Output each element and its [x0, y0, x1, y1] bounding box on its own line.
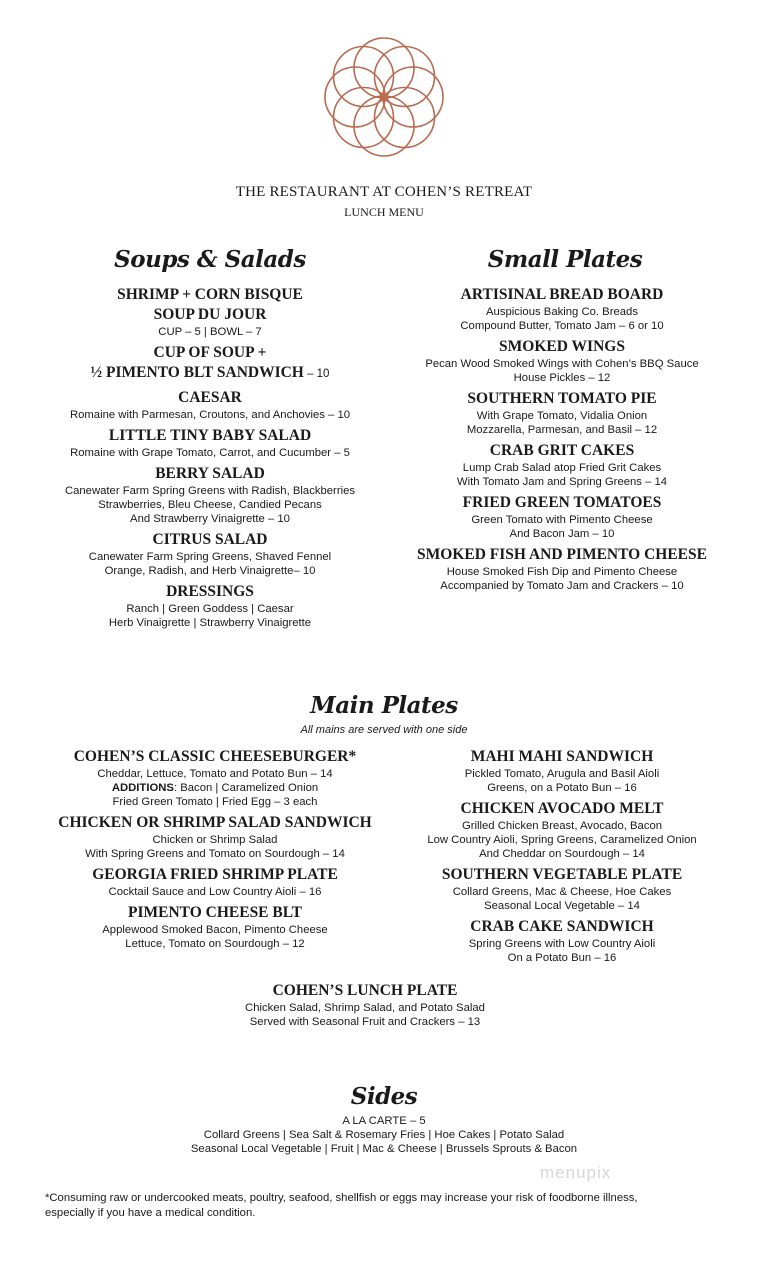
item-description: Herb Vinaigrette | Strawberry Vinaigrette — [108, 617, 312, 629]
item-price: – 10 — [303, 368, 330, 380]
sides-list: Seasonal Local Vegetable | Fruit | Mac & Cheese | Brussels Sprouts & Bacon — [190, 1143, 578, 1155]
item-name — [165, 981, 565, 1001]
item-name — [20, 363, 400, 384]
menu-item — [20, 464, 400, 526]
item-name — [20, 865, 410, 885]
item-description: Low Country Aioli, Spring Greens, Caramelized Onion — [427, 834, 697, 846]
menu-item — [20, 285, 400, 339]
item-description: Compound Butter, Tomato Jam – 6 or 10 — [460, 320, 664, 332]
item-name — [390, 917, 734, 937]
item-name-text: SMOKED WINGS — [499, 338, 625, 355]
menu-item — [380, 493, 744, 541]
item-description: And Bacon Jam – 10 — [509, 528, 615, 540]
item-name — [20, 464, 400, 484]
item-description: Accompanied by Tomato Jam and Crackers – 10 — [440, 580, 684, 592]
menu-item — [20, 747, 410, 809]
menu-item — [390, 747, 734, 795]
menu-item — [390, 865, 734, 913]
menu-item — [380, 441, 744, 489]
item-description: Auspicious Baking Co. Breads — [486, 306, 638, 318]
menu-item — [20, 582, 400, 630]
item-description: CUP – 5 | BOWL – 7 — [158, 326, 262, 338]
soups-salads-heading: Soups & Salads — [114, 246, 306, 273]
sides-list: Collard Greens | Sea Salt & Rosemary Fries | Hoe Cakes | Potato Salad — [203, 1129, 565, 1141]
item-description: And Cheddar on Sourdough – 14 — [479, 848, 645, 860]
main-plates-note: All mains are served with one side — [300, 724, 468, 736]
item-name-text: SOUP DU JOUR — [153, 306, 267, 323]
item-description: Cocktail Sauce and Low Country Aioli – 16 — [108, 886, 322, 898]
item-name — [20, 903, 410, 923]
menu-item — [20, 426, 400, 460]
item-name-text: SOUTHERN TOMATO PIE — [467, 390, 657, 407]
item-name — [390, 747, 734, 767]
item-description: Canewater Farm Spring Greens with Radish, Blackberries — [64, 485, 356, 497]
item-description: Pecan Wood Smoked Wings with Cohen’s BBQ Sauce — [425, 358, 699, 370]
item-name — [20, 530, 400, 550]
item-name — [380, 441, 744, 461]
additions-label: ADDITIONS — [111, 782, 174, 794]
footnote-line: *Consuming raw or undercooked meats, poultry, seafood, shellfish or eggs may increase your risk of foodborne illness, — [45, 1192, 638, 1204]
watermark: menupix — [540, 1163, 612, 1182]
item-name-text: BERRY SALAD — [155, 465, 265, 482]
item-description: Mozzarella, Parmesan, and Basil – 12 — [466, 424, 658, 436]
item-name-text: CRAB GRIT CAKES — [489, 442, 635, 459]
item-description: Cheddar, Lettuce, Tomato and Potato Bun – 14 — [97, 768, 333, 780]
menu-item — [380, 545, 744, 593]
item-name — [20, 285, 400, 305]
sides-heading: Sides — [350, 1083, 418, 1110]
item-description: With Tomato Jam and Spring Greens – 14 — [456, 476, 668, 488]
item-name-text: CAESAR — [178, 389, 242, 406]
item-description: Canewater Farm Spring Greens, Shaved Fennel — [88, 551, 332, 563]
item-name — [380, 285, 744, 305]
item-name-text: SOUTHERN VEGETABLE PLATE — [441, 866, 683, 883]
item-description: Seasonal Local Vegetable – 14 — [484, 900, 640, 912]
item-description: On a Potato Bun – 16 — [507, 952, 617, 964]
item-name-text: LITTLE TINY BABY SALAD — [108, 427, 312, 444]
menu-item — [20, 865, 410, 899]
item-description: Romaine with Grape Tomato, Carrot, and Cucumber – 5 — [70, 447, 350, 459]
item-name-text: CRAB CAKE SANDWICH — [470, 918, 654, 935]
item-description: Green Tomato with Pimento Cheese — [471, 514, 653, 526]
item-name — [380, 389, 744, 409]
menu-item — [390, 917, 734, 965]
item-description: Fried Green Tomato | Fried Egg – 3 each — [112, 796, 318, 808]
menu-item — [165, 981, 565, 1029]
item-description: Lettuce, Tomato on Sourdough – 12 — [125, 938, 305, 950]
item-name-text: CITRUS SALAD — [152, 531, 268, 548]
item-name-text: PIMENTO CHEESE BLT — [127, 904, 302, 921]
item-description: House Smoked Fish Dip and Pimento Cheese — [446, 566, 678, 578]
menu-item — [380, 285, 744, 333]
footnote — [45, 1191, 638, 1221]
item-description: With Spring Greens and Tomato on Sourdough – 14 — [85, 848, 345, 860]
item-description: Lump Crab Salad atop Fried Grit Cakes — [462, 462, 662, 474]
item-name — [20, 582, 400, 602]
item-name-text: DRESSINGS — [166, 583, 254, 600]
sides-price: A LA CARTE – 5 — [342, 1115, 426, 1127]
item-name — [20, 426, 400, 446]
item-description: And Strawberry Vinaigrette – 10 — [130, 513, 290, 525]
item-name-text: GEORGIA FRIED SHRIMP PLATE — [92, 866, 338, 883]
main-plates-heading: Main Plates — [310, 692, 458, 719]
item-name-text: MAHI MAHI SANDWICH — [470, 748, 654, 765]
additions-list: : Bacon | Caramelized Onion — [173, 782, 319, 794]
small-plates-heading: Small Plates — [487, 246, 643, 273]
item-name-text: SHRIMP + CORN BISQUE — [117, 286, 303, 303]
menu-item — [20, 530, 400, 578]
small-plates-section — [380, 285, 744, 597]
item-name-text: ½ PIMENTO BLT SANDWICH — [90, 364, 304, 381]
item-name-text: ARTISINAL BREAD BOARD — [460, 286, 664, 303]
item-name — [390, 865, 734, 885]
restaurant-title: THE RESTAURANT AT COHEN’S RETREAT — [235, 184, 533, 200]
item-description — [20, 781, 410, 795]
item-description: Ranch | Green Goddess | Caesar — [126, 603, 294, 615]
item-name — [20, 747, 410, 767]
item-name — [380, 493, 744, 513]
menu-item — [20, 813, 410, 861]
menu-item — [380, 337, 744, 385]
item-name-text: CHICKEN AVOCADO MELT — [460, 800, 664, 817]
item-name — [20, 813, 410, 833]
menu-item — [390, 799, 734, 861]
item-description: Chicken Salad, Shrimp Salad, and Potato Salad — [245, 1002, 485, 1014]
item-description: Pickled Tomato, Arugula and Basil Aioli — [464, 768, 660, 780]
item-name — [380, 337, 744, 357]
flower-logo-icon — [314, 27, 454, 167]
logo-petal — [375, 46, 435, 106]
item-name — [380, 545, 744, 565]
item-name-text: COHEN’S LUNCH PLATE — [272, 982, 458, 999]
item-name-text: CUP OF SOUP + — [153, 344, 267, 361]
item-description: Spring Greens with Low Country Aioli — [468, 938, 656, 950]
main-plates-right — [390, 747, 734, 969]
item-name — [20, 388, 400, 408]
item-name-text: FRIED GREEN TOMATOES — [462, 494, 662, 511]
item-name-text: COHEN’S CLASSIC CHEESEBURGER* — [73, 748, 357, 765]
item-name-text: CHICKEN OR SHRIMP SALAD SANDWICH — [58, 814, 372, 831]
item-description: House Pickles – 12 — [513, 372, 611, 384]
item-description: Grilled Chicken Breast, Avocado, Bacon — [461, 820, 663, 832]
item-description: Romaine with Parmesan, Croutons, and Anchovies – 10 — [69, 409, 351, 421]
item-description: Applewood Smoked Bacon, Pimento Cheese — [102, 924, 328, 936]
item-name — [20, 343, 400, 363]
menu-item — [20, 343, 400, 384]
item-description: Collard Greens, Mac & Cheese, Hoe Cakes — [452, 886, 672, 898]
menu-item — [20, 903, 410, 951]
footnote-line: especially if you have a medical condition. — [45, 1207, 256, 1219]
item-name — [390, 799, 734, 819]
menu-item — [380, 389, 744, 437]
item-description: Served with Seasonal Fruit and Crackers – 13 — [249, 1016, 481, 1028]
item-description: Greens, on a Potato Bun – 16 — [487, 782, 637, 794]
item-description: Orange, Radish, and Herb Vinaigrette– 10 — [104, 565, 316, 577]
main-plates-left — [20, 747, 410, 955]
soups-salads-section — [20, 285, 400, 634]
item-name — [20, 305, 400, 325]
item-description: With Grape Tomato, Vidalia Onion — [476, 410, 648, 422]
item-description: Strawberries, Bleu Cheese, Candied Pecans — [98, 499, 322, 511]
menu-subtitle: LUNCH MENU — [344, 205, 424, 219]
item-description: Chicken or Shrimp Salad — [152, 834, 278, 846]
main-plates-center — [165, 981, 565, 1033]
item-name-text: SMOKED FISH AND PIMENTO CHEESE — [417, 546, 707, 563]
menu-item — [20, 388, 400, 422]
sides-section — [0, 1114, 768, 1156]
